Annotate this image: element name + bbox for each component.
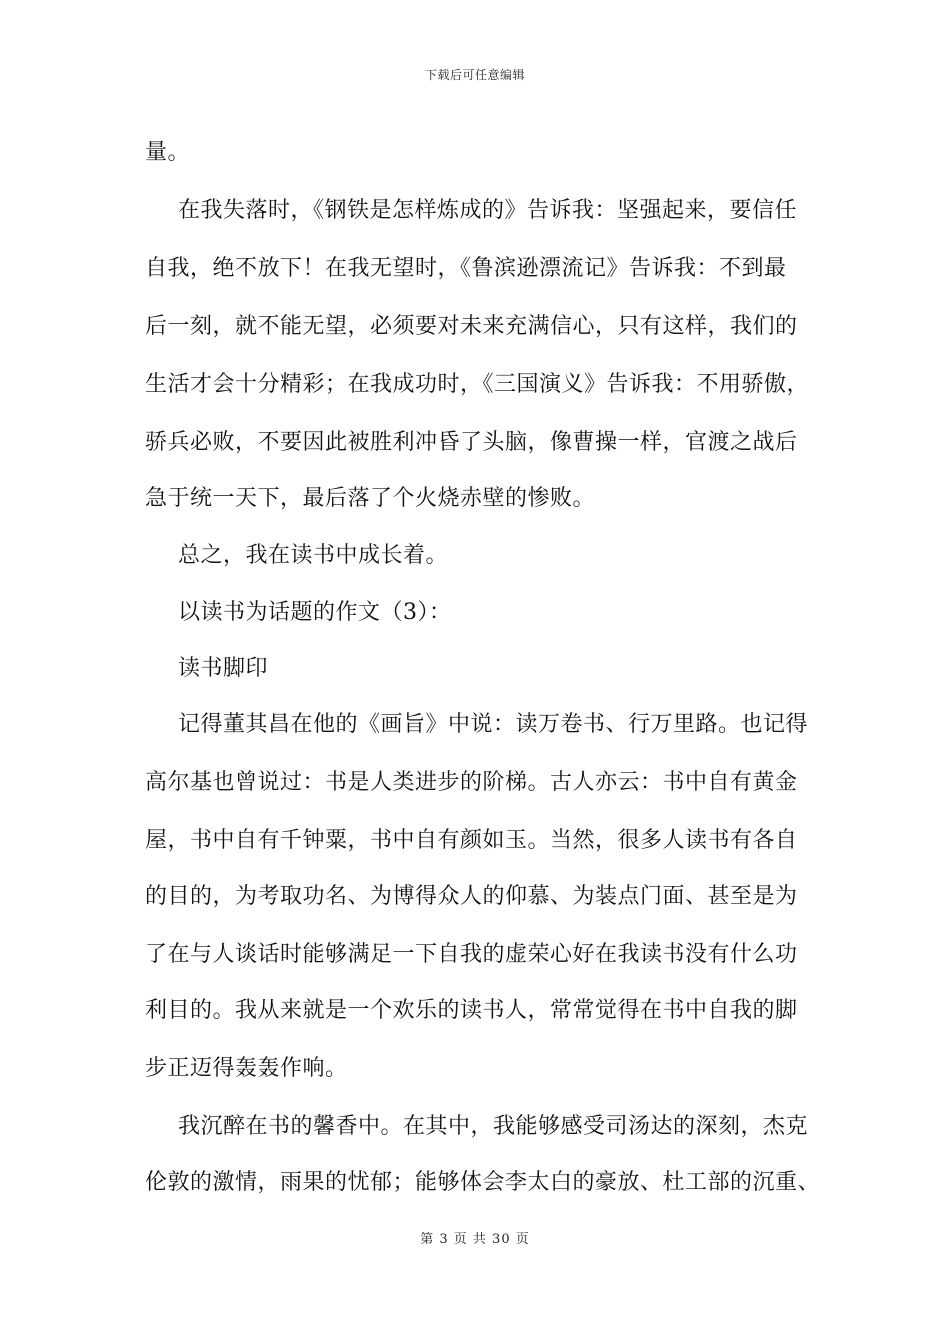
page-footer: 第 3 页 共 30 页 bbox=[420, 1232, 530, 1247]
text-line: 总之，我在读书中成长着。 bbox=[178, 543, 449, 568]
text-line: 了在与人谈话时能够满足一下自我的虚荣心好在我读书没有什么功 bbox=[145, 942, 798, 967]
text-line: 后一刻，就不能无望，必须要对未来充满信心，只有这样，我们的 bbox=[145, 314, 798, 339]
text-line: 骄兵必败，不要因此被胜利冲昏了头脑，像曹操一样，官渡之战后 bbox=[145, 430, 798, 455]
text-line: 在我失落时，《钢铁是怎样炼成的》告诉我：坚强起来，要信任 bbox=[178, 198, 798, 223]
text-line: 量。 bbox=[145, 140, 191, 165]
text-line: 高尔基也曾说过：书是人类进步的阶梯。古人亦云：书中自有黄金 bbox=[145, 770, 798, 795]
text-line: 读书脚印 bbox=[178, 656, 269, 681]
text-line: 生活才会十分精彩；在我成功时，《三国演义》告诉我：不用骄傲， bbox=[145, 372, 810, 397]
text-line: 以读书为话题的作文（3）： bbox=[178, 600, 452, 625]
page-header: 下载后可任意编辑 bbox=[424, 68, 525, 82]
text-line: 伦敦的激情，雨果的忧郁；能够体会李太白的豪放、杜工部的沉重、 bbox=[145, 1170, 821, 1195]
text-line: 记得董其昌在他的《画旨》中说：读万卷书、行万里路。也记得 bbox=[178, 712, 809, 737]
text-line: 的目的，为考取功名、为博得众人的仰慕、为装点门面、甚至是为 bbox=[145, 884, 798, 909]
text-line: 自我，绝不放下！在我无望时，《鲁滨逊漂流记》告诉我：不到最 bbox=[145, 256, 787, 281]
text-line: 步正迈得轰轰作响。 bbox=[145, 1056, 348, 1081]
text-line: 屋，书中自有千钟粟，书中自有颜如玉。当然，很多人读书有各自 bbox=[145, 828, 798, 853]
text-line: 我沉醉在书的馨香中。在其中，我能够感受司汤达的深刻，杰克 bbox=[178, 1114, 809, 1139]
text-line: 利目的。我从来就是一个欢乐的读书人，常常觉得在书中自我的脚 bbox=[145, 998, 798, 1023]
text-line: 急于统一天下，最后落了个火烧赤壁的惨败。 bbox=[145, 486, 596, 511]
